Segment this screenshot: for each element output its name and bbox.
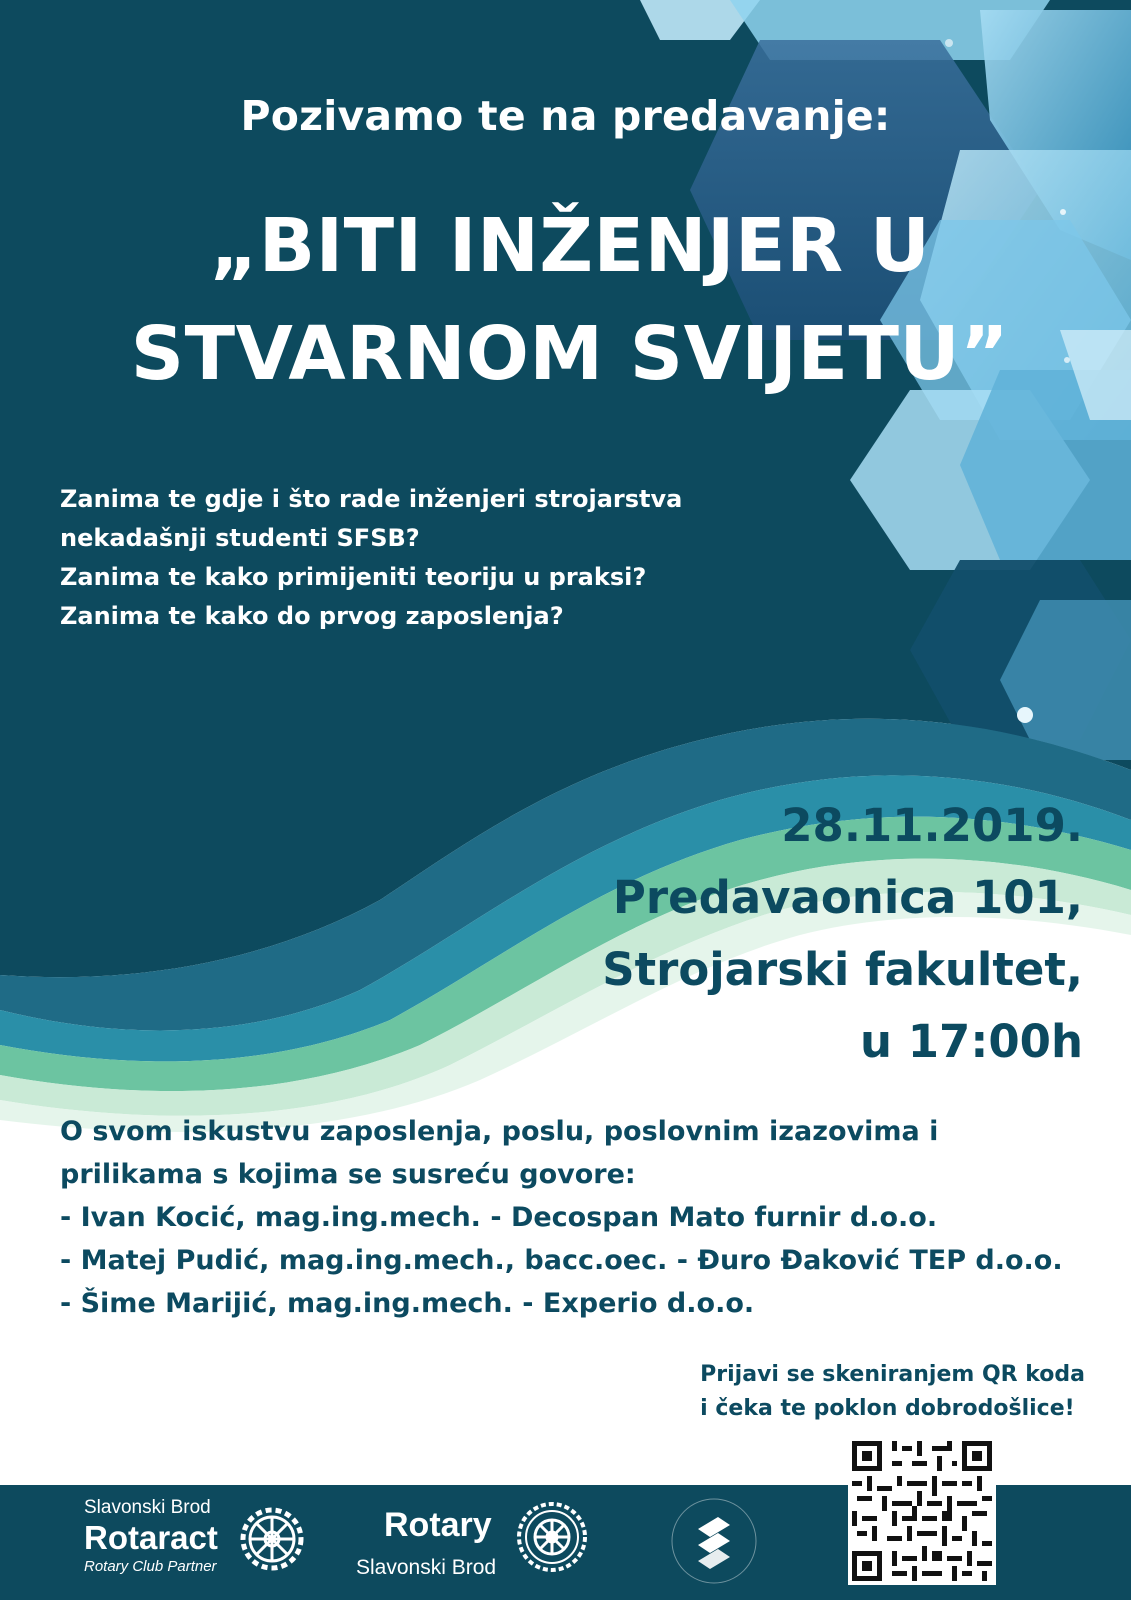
speakers-block [60, 1110, 1063, 1325]
lecture-title-line-2: STVARNOM SVIJETU” [130, 311, 1010, 397]
question-line: Zanima te gdje i što rade inženjeri strojarstva [60, 485, 683, 513]
rotaract-name: Rotaract [84, 1519, 218, 1556]
qr-code-icon [852, 1441, 992, 1581]
intro-heading: Pozivamo te na predavanje: [240, 92, 891, 140]
rotaract-city: Slavonski Brod [84, 1497, 211, 1518]
rotary-wheel-icon [514, 1499, 590, 1575]
speaker-item: - Ivan Kocić, mag.ing.mech. - Decospan Mato furnir d.o.o. [60, 1202, 938, 1233]
speakers-intro-line: prilikama s kojima se susreću govore: [60, 1159, 636, 1190]
rotary-name: Rotary [384, 1506, 492, 1544]
qr-code[interactable] [848, 1437, 996, 1585]
speaker-item: - Matej Pudić, mag.ing.mech., bacc.oec. - Đuro Đaković TEP d.o.o. [60, 1245, 1063, 1276]
event-time: u 17:00h [860, 1015, 1083, 1068]
event-details [602, 790, 1083, 1078]
qr-prompt [700, 1358, 1085, 1426]
event-faculty: Strojarski fakultet, [602, 943, 1083, 996]
qr-prompt-line: Prijavi se skeniranjem QR koda [700, 1362, 1085, 1387]
qr-prompt-line: i čeka te poklon dobrodošlice! [700, 1396, 1075, 1421]
event-date: 28.11.2019. [781, 799, 1083, 852]
rotaract-wheel-icon [236, 1503, 308, 1575]
lecture-title-line-1: „BITI INŽENJER U [209, 203, 931, 289]
event-room: Predavaonica 101, [612, 871, 1083, 924]
rotary-logo [384, 1505, 492, 1545]
rotary-city: Slavonski Brod [356, 1556, 497, 1579]
speakers-intro-line: O svom iskustvu zaposlenja, poslu, poslovnim izazovima i [60, 1116, 939, 1147]
questions-block [60, 480, 682, 636]
faculty-seal-icon [668, 1495, 760, 1587]
speaker-item: - Šime Marijić, mag.ing.mech. - Experio d.o.o. [60, 1288, 755, 1319]
rotaract-logo [84, 1497, 218, 1577]
rotaract-tagline: Rotary Club Partner [84, 1558, 217, 1575]
question-line: Zanima te kako do prvog zaposlenja? [60, 602, 564, 630]
lecture-title [0, 192, 1131, 408]
question-line: Zanima te kako primijeniti teoriju u praksi? [60, 563, 647, 591]
question-line: nekadašnji studenti SFSB? [60, 524, 420, 552]
